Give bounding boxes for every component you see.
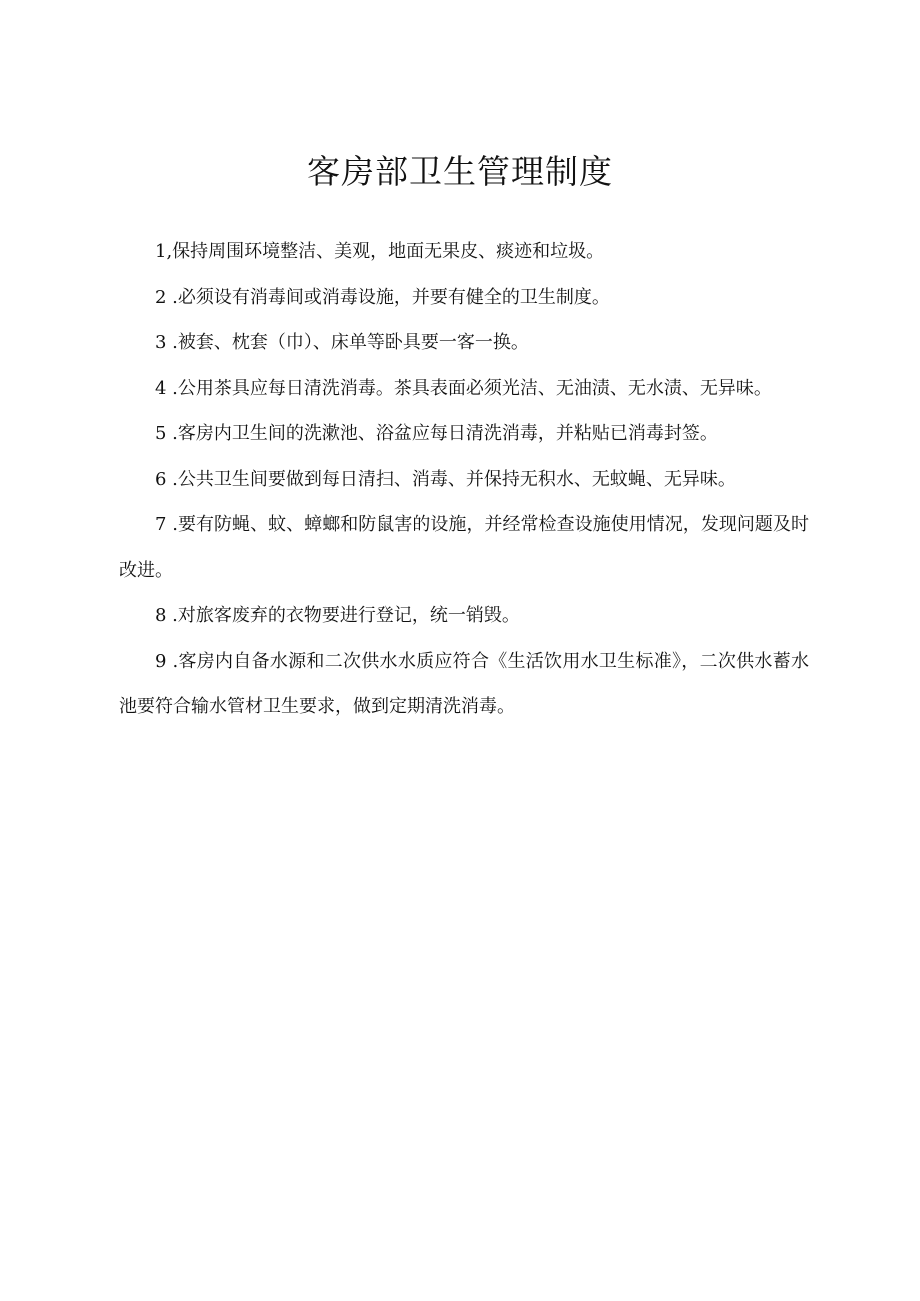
rule-item-8: 8 .对旅客废弃的衣物要进行登记，统一销毁。 bbox=[155, 605, 520, 626]
rule-item-3: 3 .被套、枕套（巾）、床单等卧具要一客一换。 bbox=[155, 332, 529, 353]
rule-item-1: 1,保持周围环境整洁、美观，地面无果皮、痰迹和垃圾。 bbox=[155, 241, 605, 262]
rule-item-5: 5 .客房内卫生间的洗漱池、浴盆应每日清洗消毒，并粘贴已消毒封签。 bbox=[155, 423, 718, 444]
rule-item-2: 2 .必须设有消毒间或消毒设施，并要有健全的卫生制度。 bbox=[155, 286, 610, 308]
rule-item-9: 9 .客房内自备水源和二次供水水质应符合《生活饮用水卫生标准》，二次供水蓄水池要符合输水管材卫生要求，做到定期清洗消毒。 bbox=[119, 650, 809, 717]
rule-item-6: 6 .公共卫生间要做到每日清扫、消毒、并保持无积水、无蚊蝇、无异味。 bbox=[155, 468, 736, 490]
rule-item-4: 4 .公用茶具应每日清洗消毒。茶具表面必须光洁、无油渍、无水渍、无异味。 bbox=[155, 377, 772, 399]
document-title: 客房部卫生管理制度 bbox=[307, 152, 613, 191]
rules-list bbox=[119, 229, 809, 730]
rule-item-7: 7 .要有防蝇、蚊、蟑螂和防鼠害的设施，并经常检查设施使用情况，发现问题及时改进。 bbox=[119, 514, 809, 581]
